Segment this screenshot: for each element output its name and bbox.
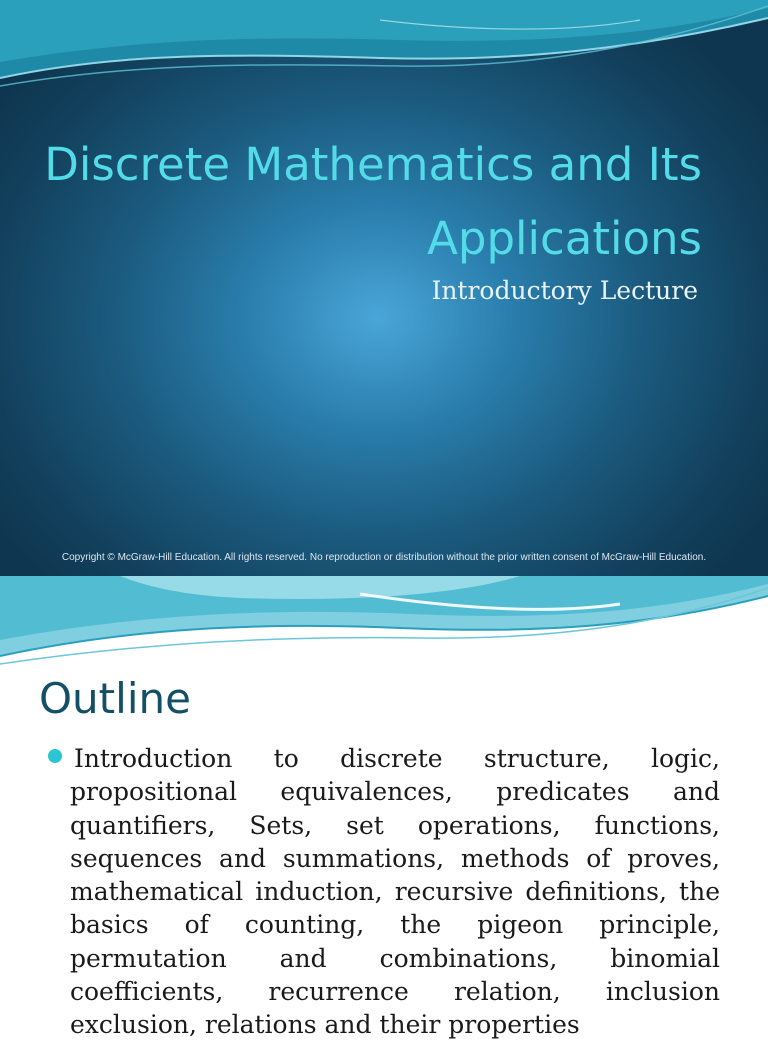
outline-heading: Outline [39, 674, 191, 723]
slide-subtitle: Introductory Lecture [431, 276, 698, 305]
outline-bullet-text: Introduction to discrete structure, logic, propositional equivalences, predicates and quantifiers, Sets, set operations, functions, sequences and summations, methods of proves, mathematical induction, recursive definitions, the basics of counting, the pigeon principle, permutation and combinations, binomial coefficients, recurrence relation, inclusion exclusion, relations and their properties [70, 744, 720, 1040]
copyright-notice: Copyright © McGraw-Hill Education. All rights reserved. No reproduction or distribution without the prior written consent of McGraw-Hill Education. [61, 552, 707, 563]
bullet-icon [48, 749, 62, 763]
decorative-wave-top [0, 0, 768, 95]
decorative-wave-top [0, 576, 768, 671]
slide-title: Discrete Mathematics and Its Applications [44, 138, 702, 265]
outline-slide [0, 576, 768, 1040]
